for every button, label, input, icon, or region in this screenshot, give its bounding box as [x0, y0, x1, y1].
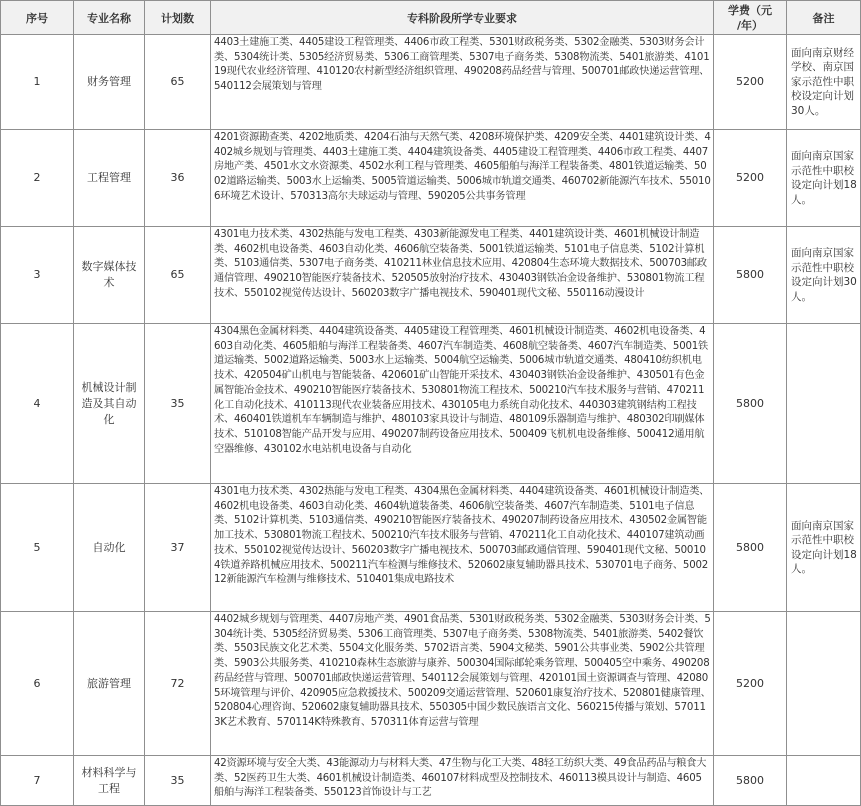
cell-major-name: 数字媒体技术	[74, 227, 145, 324]
cell-requirement: 4201资源勘查类、4202地质类、4204石油与天然气类、4208环境保护类、4209安全类、4401建筑设计类、4402城乡规划与管理类、4403土建施工类、4404建筑设备类、4405建设工程管理类、4406市政工程类、4407房地产类、4501水文水资源类、4502水利工程与管理类、4605船舶与海洋工程装备类、4801铁道运输类、5002道路运输类、5003水上运输类、5005管道运输类、5006城市轨道交通类、460702新能源汽车技术、550106环境艺术设计、570313高尔夫球运动与管理、590205公共事务管理	[211, 130, 714, 227]
cell-tuition: 5800	[714, 227, 787, 324]
header-row	[1, 1, 861, 35]
cell-tuition: 5800	[714, 484, 787, 612]
cell-requirement: 42资源环境与安全大类、43能源动力与材料大类、47生物与化工大类、48轻工纺织大类、49食品药品与粮食大类、52医药卫生大类、4601机械设计制造类、460107材料成型及控制技术、460113模具设计与制造、4605船舶与海洋工程装备类、550123首饰设计与工艺	[211, 756, 714, 806]
cell-note: 面向南京财经学校、南京国家示范性中职校设定向计划30人。	[787, 35, 861, 130]
cell-seq: 5	[1, 484, 74, 612]
cell-note: 面向南京国家示范性中职校设定向计划18人。	[787, 130, 861, 227]
header-seq: 序号	[1, 1, 74, 35]
cell-tuition: 5800	[714, 756, 787, 806]
table-row	[1, 227, 861, 324]
cell-note: 面向南京国家示范性中职校设定向计划30人。	[787, 227, 861, 324]
table-row	[1, 484, 861, 612]
cell-tuition: 5200	[714, 612, 787, 756]
cell-seq: 2	[1, 130, 74, 227]
cell-note	[787, 324, 861, 484]
cell-plan-count: 37	[145, 484, 211, 612]
cell-plan-count: 36	[145, 130, 211, 227]
cell-requirement: 4402城乡规划与管理类、4407房地产类、4901食品类、5301财政税务类、5302金融类、5303财务会计类、5304统计类、5305经济贸易类、5306工商管理类、5307电子商务类、5308物流类、5401旅游类、5402餐饮类、5503民族文化艺术类、5504文化服务类、5702语言类、5904文秘类、5901公共事业类、5902公共管理类、5903公共服务类、410210森林生态旅游与康养、500304国际邮轮乘务管理、500405空中乘务、490208药品经营与管理、500701邮政快递运营管理、540112会展策划与管理、420101国土资源调查与管理、420805环境管理与评价、420905应急救援技术、500209交通运营管理、520601康复治疗技术、520801健康管理、520804心理咨询、520602康复辅助器具技术、550305中国少数民族语言文化、560215传播与策划、570113K艺术教育、570114K特殊教育、570311体育运营与管理	[211, 612, 714, 756]
cell-seq: 7	[1, 756, 74, 806]
header-tuition	[714, 1, 787, 35]
cell-plan-count: 65	[145, 227, 211, 324]
cell-plan-count: 35	[145, 324, 211, 484]
cell-seq: 4	[1, 324, 74, 484]
cell-note: 面向南京国家示范性中职校设定向计划18人。	[787, 484, 861, 612]
cell-plan-count: 65	[145, 35, 211, 130]
cell-note	[787, 612, 861, 756]
cell-seq: 6	[1, 612, 74, 756]
cell-plan-count: 35	[145, 756, 211, 806]
table-row	[1, 130, 861, 227]
header-tuition-line2: /年）	[736, 19, 764, 32]
table-row	[1, 612, 861, 756]
header-tuition-line1: 学费（元	[728, 4, 772, 17]
table-row	[1, 324, 861, 484]
cell-major-name: 自动化	[74, 484, 145, 612]
header-requirement: 专科阶段所学专业要求	[211, 1, 714, 35]
cell-note	[787, 756, 861, 806]
cell-requirement: 4301电力技术类、4302热能与发电工程类、4304黑色金属材料类、4404建筑设备类、4601机械设计制造类、4602机电设备类、4603自动化类、4604轨道装备类、4606航空装备类、4607汽车制造类、5101电子信息类、5102计算机类、5103通信类、490210智能医疗装备技术、490207制药设备应用技术、430502金属智能加工技术、530801物流工程技术、500210汽车技术服务与营销、470211化工自动化技术、440107建筑动画技术、550102视觉传达设计、560203数字广播电视技术、500703邮政通信管理、590401现代文秘、500104铁道养路机械应用技术、500211汽车检测与维修技术、520602康复辅助器具技术、530701电子商务、500212新能源汽车检测与维修技术、510401集成电路技术	[211, 484, 714, 612]
table-row	[1, 35, 861, 130]
cell-tuition: 5200	[714, 35, 787, 130]
cell-seq: 3	[1, 227, 74, 324]
header-major-name: 专业名称	[74, 1, 145, 35]
cell-major-name: 材料科学与工程	[74, 756, 145, 806]
cell-requirement: 4304黑色金属材料类、4404建筑设备类、4405建设工程管理类、4601机械设计制造类、4602机电设备类、4603自动化类、4605船舶与海洋工程装备类、4607汽车制造类、4608航空装备类、4607汽车制造类、5001铁道运输类、5002道路运输类、5003水上运输类、5004航空运输类、5006城市轨道交通类、480410纺织机电技术、420504矿山机电与智能装备、420601矿山智能开采技术、430403钢铁冶金设备维护、430501有色金属智能冶金技术、490210智能医疗装备技术、530801物流工程技术、500210汽车技术服务与营销、470211化工自动化技术、410113现代农业装备应用技术、430105电力系统自动化技术、440303建筑钢结构工程技术、460401铁道机车车辆制造与维护、480103家具设计与制造、480109乐器制造与维护、480302印刷媒体技术、510108智能产品开发与应用、490207制药设备应用技术、500409飞机机电设备维修、500412通用航空器维修、430102水电站机电设备与自动化	[211, 324, 714, 484]
cell-major-name: 工程管理	[74, 130, 145, 227]
cell-plan-count: 72	[145, 612, 211, 756]
header-plan-count: 计划数	[145, 1, 211, 35]
cell-major-name: 财务管理	[74, 35, 145, 130]
cell-requirement: 4403土建施工类、4405建设工程管理类、4406市政工程类、5301财政税务类、5302金融类、5303财务会计类、5304统计类、5305经济贸易类、5306工商管理类、5307电子商务类、5308物流类、5401旅游类、410119现代农业经济管理、410120农村新型经济组织管理、490208药品经营与管理、500701邮政快递运营管理、540112会展策划与管理	[211, 35, 714, 130]
header-note: 备注	[787, 1, 861, 35]
cell-tuition: 5200	[714, 130, 787, 227]
cell-major-name: 机械设计制造及其自动化	[74, 324, 145, 484]
cell-seq: 1	[1, 35, 74, 130]
table-row	[1, 756, 861, 806]
cell-requirement: 4301电力技术类、4302热能与发电工程类、4303新能源发电工程类、4401建筑设计类、4601机械设计制造类、4602机电设备类、4603自动化类、4606航空装备类、5001铁道运输类、5101电子信息类、5102计算机类、5103通信类、5307电子商务类、410211林业信息技术应用、420804生态环境大数据技术、500703邮政通信管理、490210智能医疗装备技术、520505放射治疗技术、430403钢铁冶金设备维护、530801物流工程技术、550102视觉传达设计、560203数字广播电视技术、590401现代文秘、550116动漫设计	[211, 227, 714, 324]
cell-tuition: 5800	[714, 324, 787, 484]
cell-major-name: 旅游管理	[74, 612, 145, 756]
